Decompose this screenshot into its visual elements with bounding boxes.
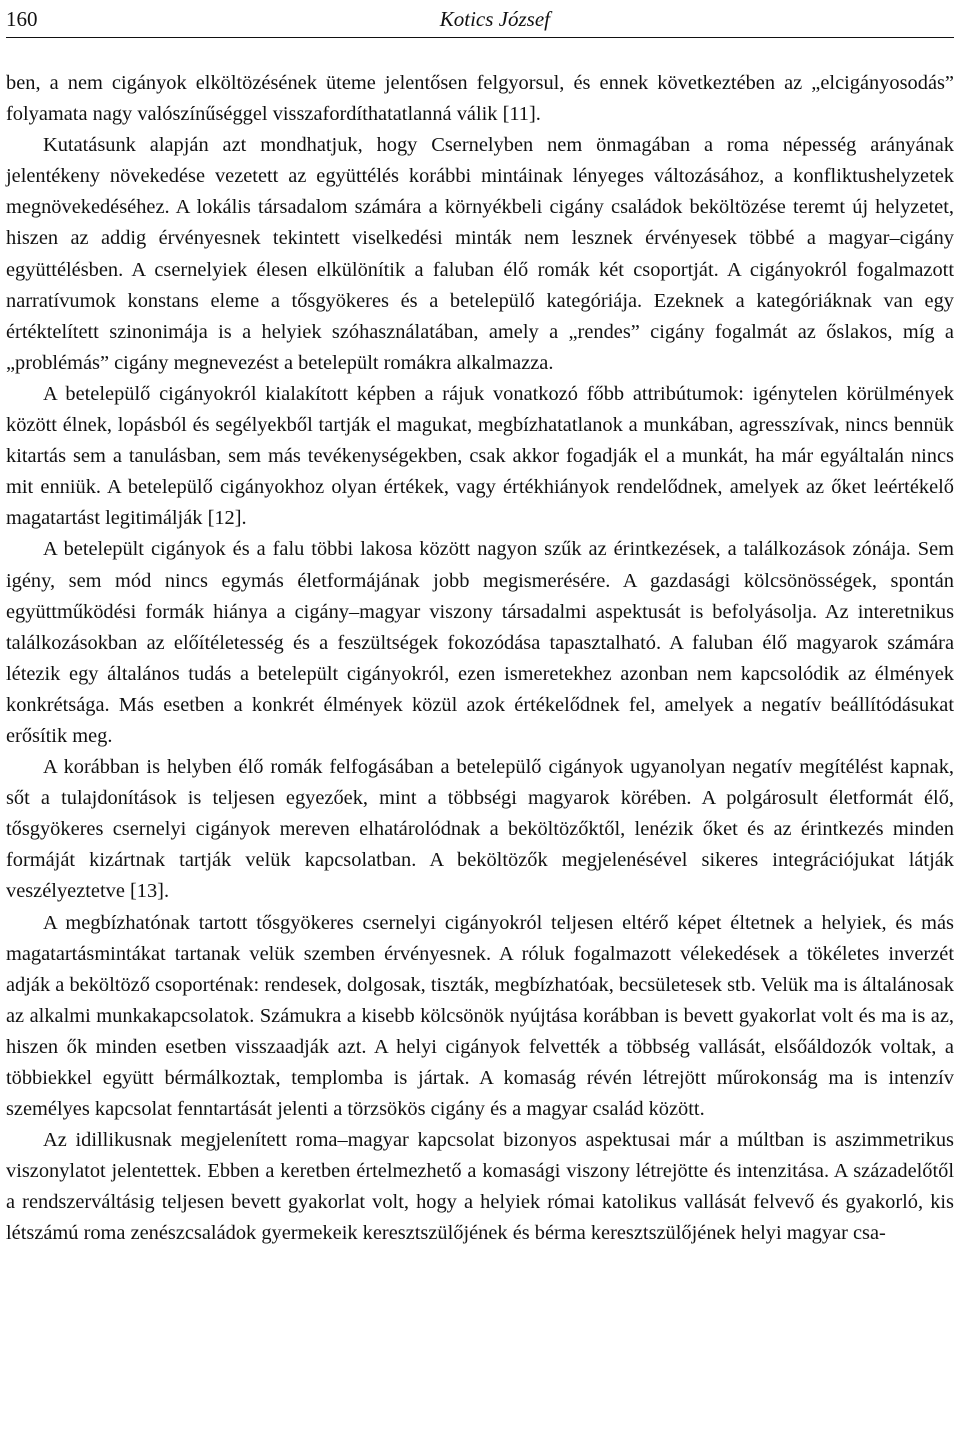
body-text	[6, 68, 954, 1250]
paragraph-3: A betelepülő cigányokról kialakított képben a rájuk vonatkozó főbb attribútumok: igénytelen körülmények között élnek, lopásból és segélyekből tartják el magukat, megbízhatatlanok a munkában, agresszívak, nincs bennük kitartás sem a tanulásban, sem más tevékenységekben, csak akkor fogadják el a munkát, ha már egyáltalán nincs mit enniük. A betelepülő cigányokhoz olyan értékek, vagy értékhiányok rendelődnek, amelyek az őket leértékelő magatartást legitimálják [12].	[6, 382, 954, 530]
running-header	[6, 0, 954, 38]
paragraph-6: A megbízhatónak tartott tősgyökeres csernelyi cigányokról teljesen eltérő képet éltetnek a helyiek, és más magatartásmintákat tartanak velük szemben érvényesnek. A róluk fogalmazott vélekedések a tökéletes inverzét adják a beköltöző csoporténak: rendesek, dolgosak, tiszták, megbízhatóak, becsületesek stb. Velük ma is általánosak az alkalmi munkakapcsolatok. Számukra a kisebb kölcsönök nyújtása korábban is bevett gyakorlat volt és ma is az, hiszen ők minden esetben visszaadják azt. A helyi cigányok felvették a többség vallását, elsőáldozók voltak, a többiekkel együtt bérmálkoztak, templomba is jártak. A komaság révén létrejött műrokonság ma is intenzív személyes kapcsolat fenntartását jelenti a törzsökös cigány és a magyar család között.	[6, 911, 954, 1121]
document-page	[6, 0, 954, 1250]
paragraph-1: ben, a nem cigányok elköltözésének üteme jelentősen felgyorsul, és ennek következtében az „elcigányosodás” folyamata nagy valószínűséggel visszafordíthatatlanná válik [11].	[6, 72, 954, 126]
page-number: 160	[6, 7, 38, 31]
paragraph-5: A korábban is helyben élő romák felfogásában a betelepülő cigányok ugyanolyan negatív megítélést kapnak, sőt a tulajdonítások is teljesen egyezőek, mint a többségi magyarok körében. A polgárosult életformát élő, tősgyökeres csernelyi cigányok mereven elhatárolódnak a beköltözőktől, lenézik őket és az érintkezés minden formáját kizártnak tartják velük kapcsolatban. A beköltözők megjelenésével sikeres integrációjukat látják veszélyeztetve [13].	[6, 756, 954, 903]
running-title: Kotics József	[439, 7, 550, 31]
paragraph-4: A betelepült cigányok és a falu többi lakosa között nagyon szűk az érintkezések, a találkozások zónája. Sem igény, sem mód nincs egymás életformájának jobb megismerésére. A gazdasági kölcsönösségek, spontán együttműködési formák hiánya a cigány–magyar viszony társadalmi aspektusát is befolyásolja. Az interetnikus találkozásokban az előítéletesség és a feszültségek fokozódása tapasztalható. A faluban élő magyarok számára létezik egy általános tudás a betelepült cigányokról, ezen ismeretekhez azonban nem kapcsolódik az élmények konkrétsága. Más esetben a konkrét élmények közül azok értékelődnek fel, amelyek a negatív beállítódásukat erősítik meg.	[6, 538, 954, 747]
paragraph-7: Az idillikusnak megjelenített roma–magyar kapcsolat bizonyos aspektusai már a múltban is aszimmetrikus viszonylatot jelentettek. Ebben a keretben értelmezhető a komasági viszony létrejötte és intenzitása. A századelőtől a rendszerváltásig teljesen bevett gyakorlat volt, hogy a helyiek római katolikus vallását felvevő és gyakorló, kis létszámú roma zenészcsaládok gyermekeik keresztszülőjének és bérma keresztszülőjének helyi magyar csa-	[6, 1129, 954, 1245]
paragraph-2: Kutatásunk alapján azt mondhatjuk, hogy Csernelyben nem önmagában a roma népesség arányának jelentékeny növekedése vezetett az együttélés korábbi mintáinak lényeges változásához, a konfliktushelyzetek megnövekedéséhez. A lokális társadalom számára a környékbeli cigány családok beköltözése teremt új helyzetet, hiszen az addig érvényesnek tekintett viselkedési minták nem lesznek érvényesek többé a magyar–cigány együttélésben. A csernelyiek élesen elkülönítik a faluban élő romák két csoportját. A cigányokról fogalmazott narratívumok konstans eleme a tősgyökeres és a betelepülő kategóriája. Ezeknek a kategóriáknak van egy értéktelített szinonimája is a helyiek szóhasználatában, amely a „rendes” cigány fogalmát az őslakos, míg a „problémás” cigány megnevezést a betelepült romákra alkalmazza.	[6, 134, 954, 374]
